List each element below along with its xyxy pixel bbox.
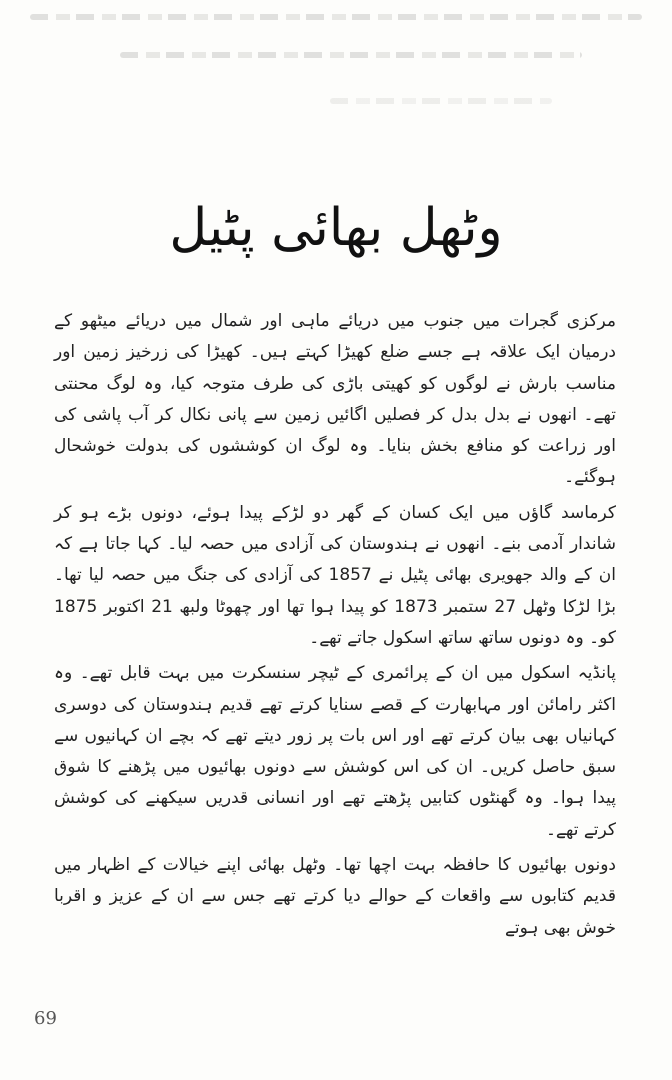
page-number: 69 bbox=[34, 1008, 57, 1029]
paragraph-1: مرکزی گجرات میں جنوب میں دریائے ماہی اور شمال میں دریائے میٹھو کے درمیان ایک علاقہ ہے جسے ضلع کھیڑا کہتے ہیں۔ کھیڑا کی زرخیز زمین اور مناسب بارش نے لوگوں کو کھیتی باڑی کی طرف متوجہ کیا، وہ لوگ محنتی تھے۔ انھوں نے بدل بدل کر فصلیں اگائیں زمین سے پانی نکال کر آب پاشی کی اور زراعت کو منافع بخش بنایا۔ وہ لوگ ان کوششوں کی بدولت خوشحال ہوگئے۔ bbox=[54, 311, 616, 488]
paragraph-4: دونوں بھائیوں کا حافظہ بہت اچھا تھا۔ وٹھل بھائی اپنے خیالات کے اظہار میں قدیم کتابوں سے واقعات کے حوالے دیا کرتے تھے جس سے ان کے عزیز و اقربا خوش بھی ہوتے bbox=[54, 855, 616, 938]
bleed-through-text bbox=[330, 98, 552, 104]
paragraph-2: کرماسد گاؤں میں ایک کسان کے گھر دو لڑکے پیدا ہوئے، دونوں بڑے ہو کر شاندار آدمی بنے۔ انھوں نے ہندوستان کی آزادی میں حصہ لیا۔ کہا جاتا ہے کہ ان کے والد جھویری بھائی پٹیل نے 1857 کی آزادی کی جنگ میں حصہ لیا تھا۔ بڑا لڑکا وٹھل 27 ستمبر 1873 کو پیدا ہوا تھا اور چھوٹا ولبھ 21 اکتوبر 1875 کو۔ وہ دونوں ساتھ ساتھ اسکول جاتے تھے۔ bbox=[54, 502, 616, 648]
bleed-through-text bbox=[120, 52, 582, 58]
body-text bbox=[54, 306, 616, 947]
bleed-through-text bbox=[30, 14, 642, 20]
paragraph-3: پانڈیہ اسکول میں ان کے پرائمری کے ٹیچر سنسکرت میں بہت قابل تھے۔ وہ اکثر رامائن اور مہابھارت کے قصے سنایا کرتے تھے قدیم ہندوستان کی دوسری کہانیاں بھی بیان کرتے تھے اور اس بات پر زور دیتے تھے کہ بچے ان کہانیوں سے سبق حاصل کریں۔ ان کی اس کوشش سے دونوں بھائیوں میں پڑھنے کا شوق پیدا ہوا۔ وہ گھنٹوں کتابیں پڑھتے تھے اور انسانی قدریں سیکھنے کی کوشش کرتے تھے۔ bbox=[54, 663, 616, 840]
chapter-title: وٹھل بھائی پٹیل bbox=[169, 198, 503, 258]
